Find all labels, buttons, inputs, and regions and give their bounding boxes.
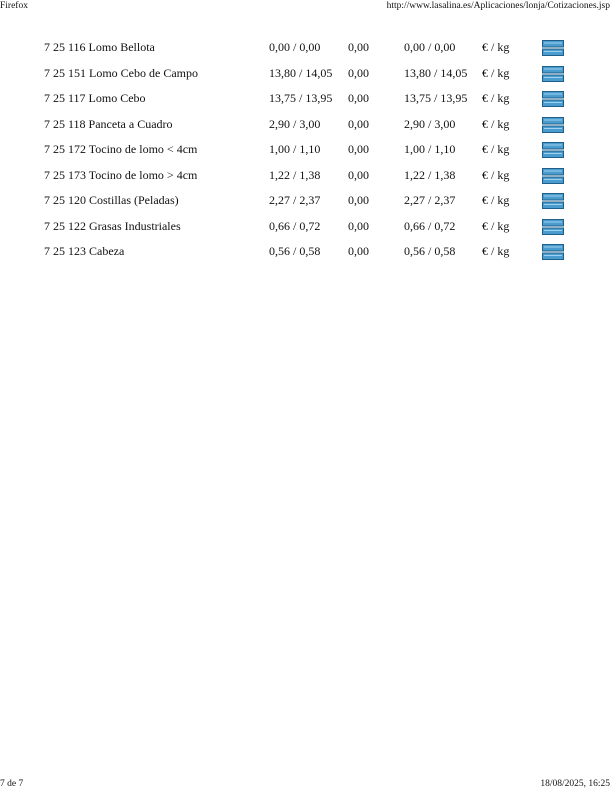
- chart-icon[interactable]: [542, 117, 564, 133]
- price-current: 1,00 / 1,10: [404, 142, 456, 156]
- table-row: [0, 136, 612, 162]
- price-table: [0, 34, 612, 264]
- price-variation: 0,00: [348, 218, 369, 233]
- price-previous: 13,80 / 14,05: [269, 65, 333, 80]
- price-unit: € / kg: [482, 91, 510, 105]
- product-name: 7 25 173 Tocino de lomo > 4cm: [44, 167, 198, 182]
- price-previous: 13,75 / 13,95: [269, 91, 333, 105]
- table-row: [0, 34, 612, 60]
- chart-icon[interactable]: [542, 168, 564, 184]
- product-name: 7 25 120 Costillas (Peladas): [44, 193, 179, 207]
- price-variation: 0,00: [348, 244, 369, 258]
- price-unit: € / kg: [482, 218, 510, 233]
- price-unit: € / kg: [482, 142, 510, 156]
- price-previous: 0,66 / 0,72: [269, 218, 321, 233]
- product-name: 7 25 122 Grasas Industriales: [44, 218, 181, 233]
- price-variation: 0,00: [348, 167, 369, 182]
- table-row: [0, 213, 612, 239]
- price-variation: 0,00: [348, 91, 369, 105]
- price-previous: 2,90 / 3,00: [269, 116, 321, 131]
- price-unit: € / kg: [482, 116, 510, 131]
- product-name: 7 25 117 Lomo Cebo: [44, 91, 146, 105]
- chart-icon[interactable]: [542, 244, 564, 260]
- price-unit: € / kg: [482, 167, 510, 182]
- chart-icon[interactable]: [542, 219, 564, 235]
- chart-icon[interactable]: [542, 142, 564, 158]
- price-current: 13,75 / 13,95: [404, 91, 468, 105]
- chart-icon[interactable]: [542, 40, 564, 56]
- price-previous: 0,00 / 0,00: [269, 40, 321, 54]
- price-unit: € / kg: [482, 65, 510, 80]
- chart-icon[interactable]: [542, 91, 564, 107]
- price-current: 0,56 / 0,58: [404, 244, 456, 258]
- chart-icon[interactable]: [542, 193, 564, 209]
- chart-icon[interactable]: [542, 66, 564, 82]
- page-counter: 7 de 7: [0, 779, 24, 789]
- product-name: 7 25 172 Tocino de lomo < 4cm: [44, 142, 198, 156]
- product-name: 7 25 151 Lomo Cebo de Campo: [44, 65, 198, 80]
- price-current: 0,66 / 0,72: [404, 218, 456, 233]
- price-variation: 0,00: [348, 193, 369, 207]
- price-previous: 0,56 / 0,58: [269, 244, 321, 258]
- table-row: [0, 111, 612, 137]
- table-row: [0, 187, 612, 213]
- table-row: [0, 162, 612, 188]
- table-row: [0, 238, 612, 264]
- table-row: [0, 60, 612, 86]
- price-variation: 0,00: [348, 65, 369, 80]
- price-previous: 2,27 / 2,37: [269, 193, 321, 207]
- browser-title: Firefox: [0, 1, 28, 11]
- price-previous: 1,00 / 1,10: [269, 142, 321, 156]
- product-name: 7 25 118 Panceta a Cuadro: [44, 116, 173, 131]
- price-current: 2,27 / 2,37: [404, 193, 456, 207]
- price-current: 1,22 / 1,38: [404, 167, 456, 182]
- product-name: 7 25 116 Lomo Bellota: [44, 40, 155, 54]
- price-unit: € / kg: [482, 40, 510, 54]
- price-variation: 0,00: [348, 40, 369, 54]
- price-current: 13,80 / 14,05: [404, 65, 468, 80]
- table-row: [0, 85, 612, 111]
- print-timestamp: 18/08/2025, 16:25: [540, 779, 610, 789]
- price-unit: € / kg: [482, 244, 510, 258]
- price-previous: 1,22 / 1,38: [269, 167, 321, 182]
- price-current: 2,90 / 3,00: [404, 116, 456, 131]
- price-variation: 0,00: [348, 116, 369, 131]
- price-variation: 0,00: [348, 142, 369, 156]
- product-name: 7 25 123 Cabeza: [44, 244, 125, 258]
- page-url: http://www.lasalina.es/Aplicaciones/lonja/Cotizaciones.jsp: [386, 1, 610, 11]
- price-unit: € / kg: [482, 193, 510, 207]
- price-current: 0,00 / 0,00: [404, 40, 456, 54]
